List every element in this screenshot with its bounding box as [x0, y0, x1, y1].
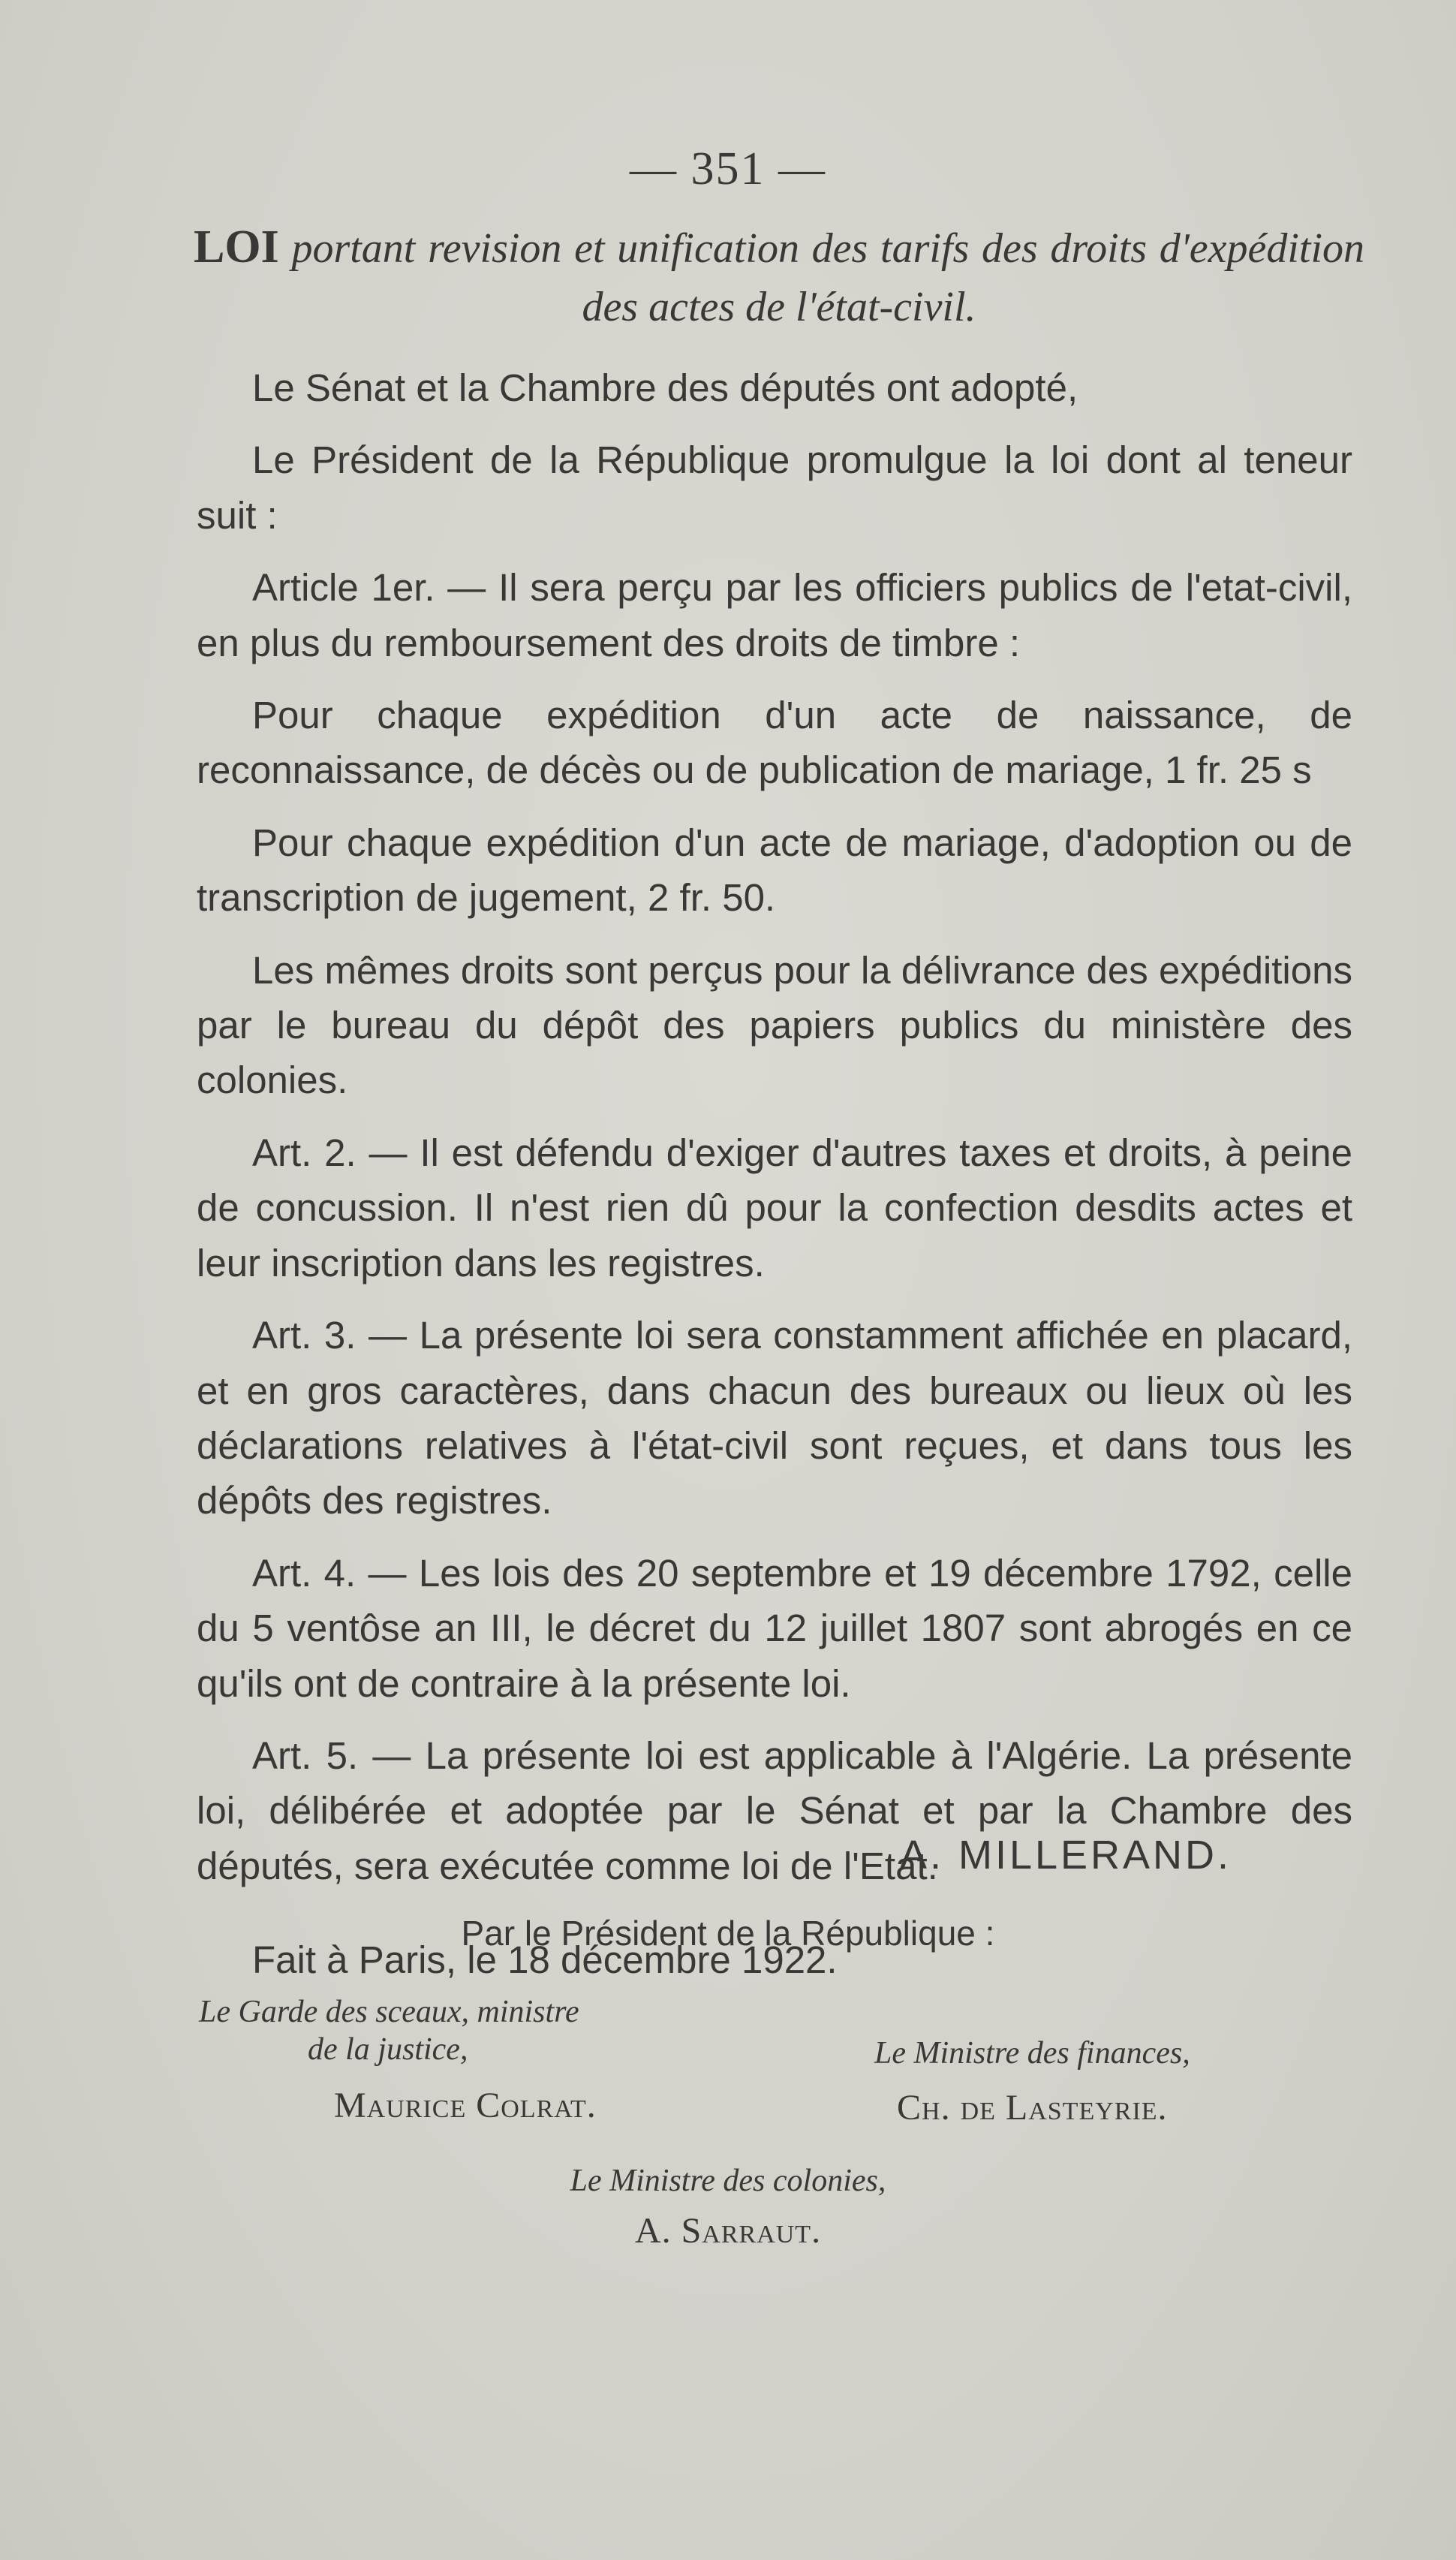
signature-finances [874, 2034, 1355, 2128]
signature-colonies [0, 2162, 1456, 2251]
authority-line: Par le Président de la République : [461, 1914, 995, 1953]
signature-justice [199, 1993, 784, 2126]
president-signature: A. MILLERAND. [899, 1833, 1232, 1878]
paragraph-article-2: Art. 2. — Il est défendu d'exiger d'autres taxes et droits, à peine de concussion. Il n'est rien dû pour la confection desdits actes et leur inscription dans les registres. [197, 1131, 1352, 1285]
paragraph-article-3: Art. 3. — La présente loi sera constamment affichée en placard, et en gros caractères, dans chacun des bureaux ou lieux où les déclarations relatives à l'état-civil sont reçues, et dans tous les dépôts des registres. [197, 1314, 1352, 1522]
paragraph-promulgation: Le Président de la République promulgue la loi dont al teneur suit : [197, 438, 1352, 537]
paragraph-enactment: Le Sénat et la Chambre des députés ont adopté, [252, 366, 1078, 409]
paragraph-fee-marriage: Pour chaque expédition d'un acte de mariage, d'adoption ou de transcription de jugement, 2 fr. 50. [197, 821, 1352, 920]
justice-role-line2: de la justice, [308, 2032, 468, 2067]
law-body [197, 360, 1352, 2005]
paragraph-date: Fait à Paris, le 18 décembre 1922. [252, 1938, 838, 1982]
law-title-lead: LOI [194, 221, 279, 273]
law-title-text: portant revision et unification des tarifs des droits d'expédition des actes de l'état-civil. [291, 225, 1364, 330]
justice-role-line1: Le Garde des sceaux, ministre [199, 1995, 579, 2029]
finances-name: Ch. de Lasteyrie. [897, 2088, 1168, 2128]
paragraph-fee-birth: Pour chaque expédition d'un acte de naissance, de reconnaissance, de décès ou de publication de mariage, 1 fr. 25 s [197, 694, 1352, 792]
paragraph-article-1: Article 1er. — Il sera perçu par les officiers publics de l'etat-civil, en plus du remboursement des droits de timbre : [197, 566, 1352, 664]
paragraph-article-4: Art. 4. — Les lois des 20 septembre et 19 décembre 1792, celle du 5 ventôse an III, le décret du 12 juillet 1807 sont abrogés en ce qu'ils ont de contraire à la présente loi. [197, 1551, 1352, 1705]
colonies-role: Le Ministre des colonies, [570, 2164, 886, 2198]
law-title [194, 218, 1364, 336]
justice-name: Maurice Colrat. [334, 2086, 597, 2125]
paragraph-article-5: Art. 5. — La présente loi est applicable à l'Algérie. La présente loi, délibérée et adoptée par le Sénat et par la Chambre des députés, sera exécutée comme loi de l'Etat. [197, 1733, 1352, 1887]
finances-role: Le Ministre des finances, [874, 2036, 1190, 2071]
paragraph-colonies: Les mêmes droits sont perçus pour la délivrance des expéditions par le bureau du dépôt des papiers publics du ministère des colonies. [197, 948, 1352, 1102]
colonies-name: A. Sarraut. [634, 2211, 822, 2251]
page-number: — 351 — [630, 143, 826, 194]
